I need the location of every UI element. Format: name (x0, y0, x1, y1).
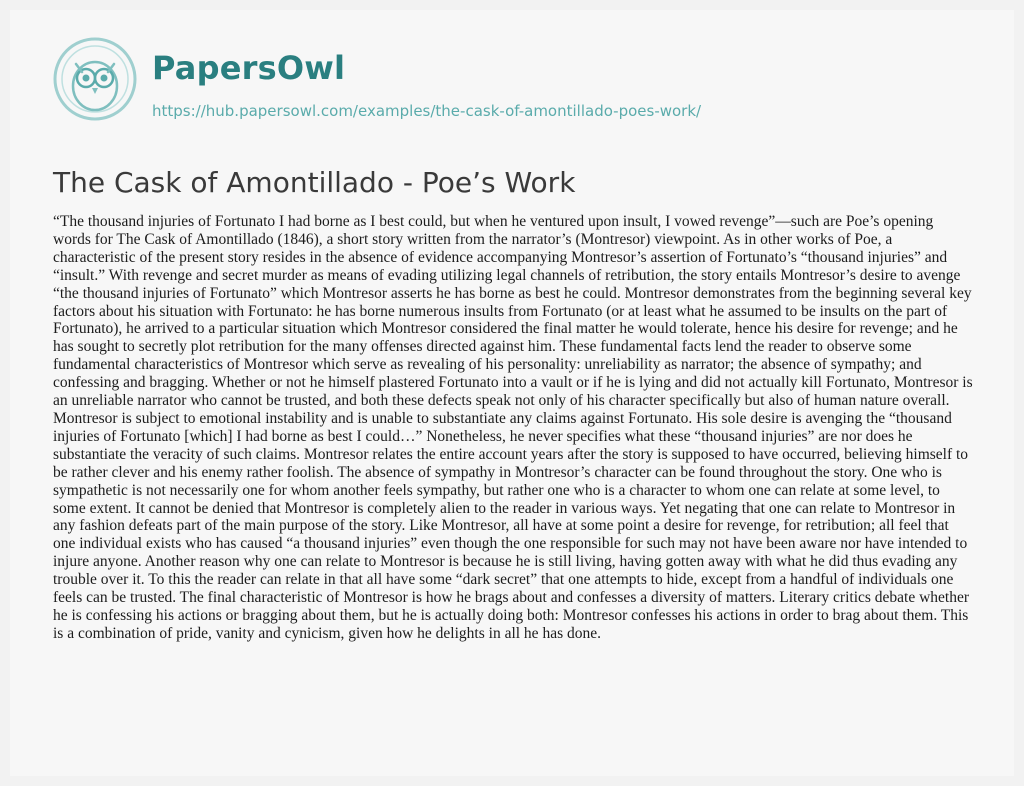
site-header (52, 28, 952, 138)
page-title: The Cask of Amontillado - Poe’s Work (53, 166, 576, 199)
page-url[interactable]: https://hub.papersowl.com/examples/the-cask-of-amontillado-poes-work/ (152, 102, 702, 120)
brand-name[interactable]: PapersOwl (152, 49, 346, 87)
article-body: “The thousand injuries of Fortunato I had borne as I best could, but when he ventured upon insult, I vowed revenge”—such are Poe’s opening words for The Cask of Amontillado (1846), a short story written from the narrator’s (Montresor) viewpoint. As in other works of Poe, a characteristic of the present story resides in the absence of evidence accompanying Montresor’s assertion of Fortunato’s “thousand injuries” and “insult.” With revenge and secret murder as means of evading utilizing legal channels of retribution, the story entails Montresor’s desire to avenge “the thousand injuries of Fortunato” which Montresor asserts he has borne as best he could. Montresor demonstrates from the beginning several key factors about his situation with Fortunato: he has borne numerous insults from Fortunato (or at least what he assumed to be insults on the part of Fortunato), he arrived to a particular situation which Montresor considered the final matter he would tolerate, hence his desire for revenge; and he has sought to secretly plot retribution for the many offenses directed against him. These fundamental facts lend the reader to observe some fundamental characteristics of Montresor which serve as revealing of his personality: unreliability as narrator; the absence of sympathy; and confessing and bragging. Whether or not he himself plastered Fortunato into a vault or if he is lying and did not actually kill Fortunato, Montresor is an unreliable narrator who cannot be trusted, and both these defects speak not only of his character specifically but also of human nature overall. Montresor is subject to emotional instability and is unable to substantiate any claims against Fortunato. His sole desire is avenging the “thousand injuries of Fortunato [which] I had borne as best I could…” Nonetheless, he never specifies what these “thousand injuries” are nor does he substantiate the veracity of such claims. Montresor relates the entire account years after the story is supposed to have occurred, believing himself to be rather clever and his enemy rather foolish. The absence of sympathy in Montresor’s character can be found throughout the story. One who is sympathetic is not necessarily one for whom another feels sympathy, but rather one who is a character to whom one can relate at some level, to some extent. It cannot be denied that Montresor is completely alien to the reader in various ways. Yet negating that one can relate to Montresor in any fashion defeats part of the main purpose of the story. Like Montresor, all have at some point a desire for revenge, for retribution; all feel that one individual exists who has caused “a thousand injuries” even though the one responsible for such may not have been aware nor have intended to injure anyone. Another reason why one can relate to Montresor is because he is still living, having gotten away with what he did thus evading any trouble over it. To this the reader can relate in that all have some “dark secret” that one attempts to hide, except from a handful of individuals one feels can be trusted. The final characteristic of Montresor is how he brags about and confesses a diversity of matters. Literary critics debate whether he is confessing his actions or bragging about them, but he is actually doing both: Montresor confesses his actions in order to brag about them. This is a combination of pride, vanity and cynicism, given how he delights in all he has done. (53, 213, 973, 642)
owl-logo-icon (52, 36, 138, 122)
